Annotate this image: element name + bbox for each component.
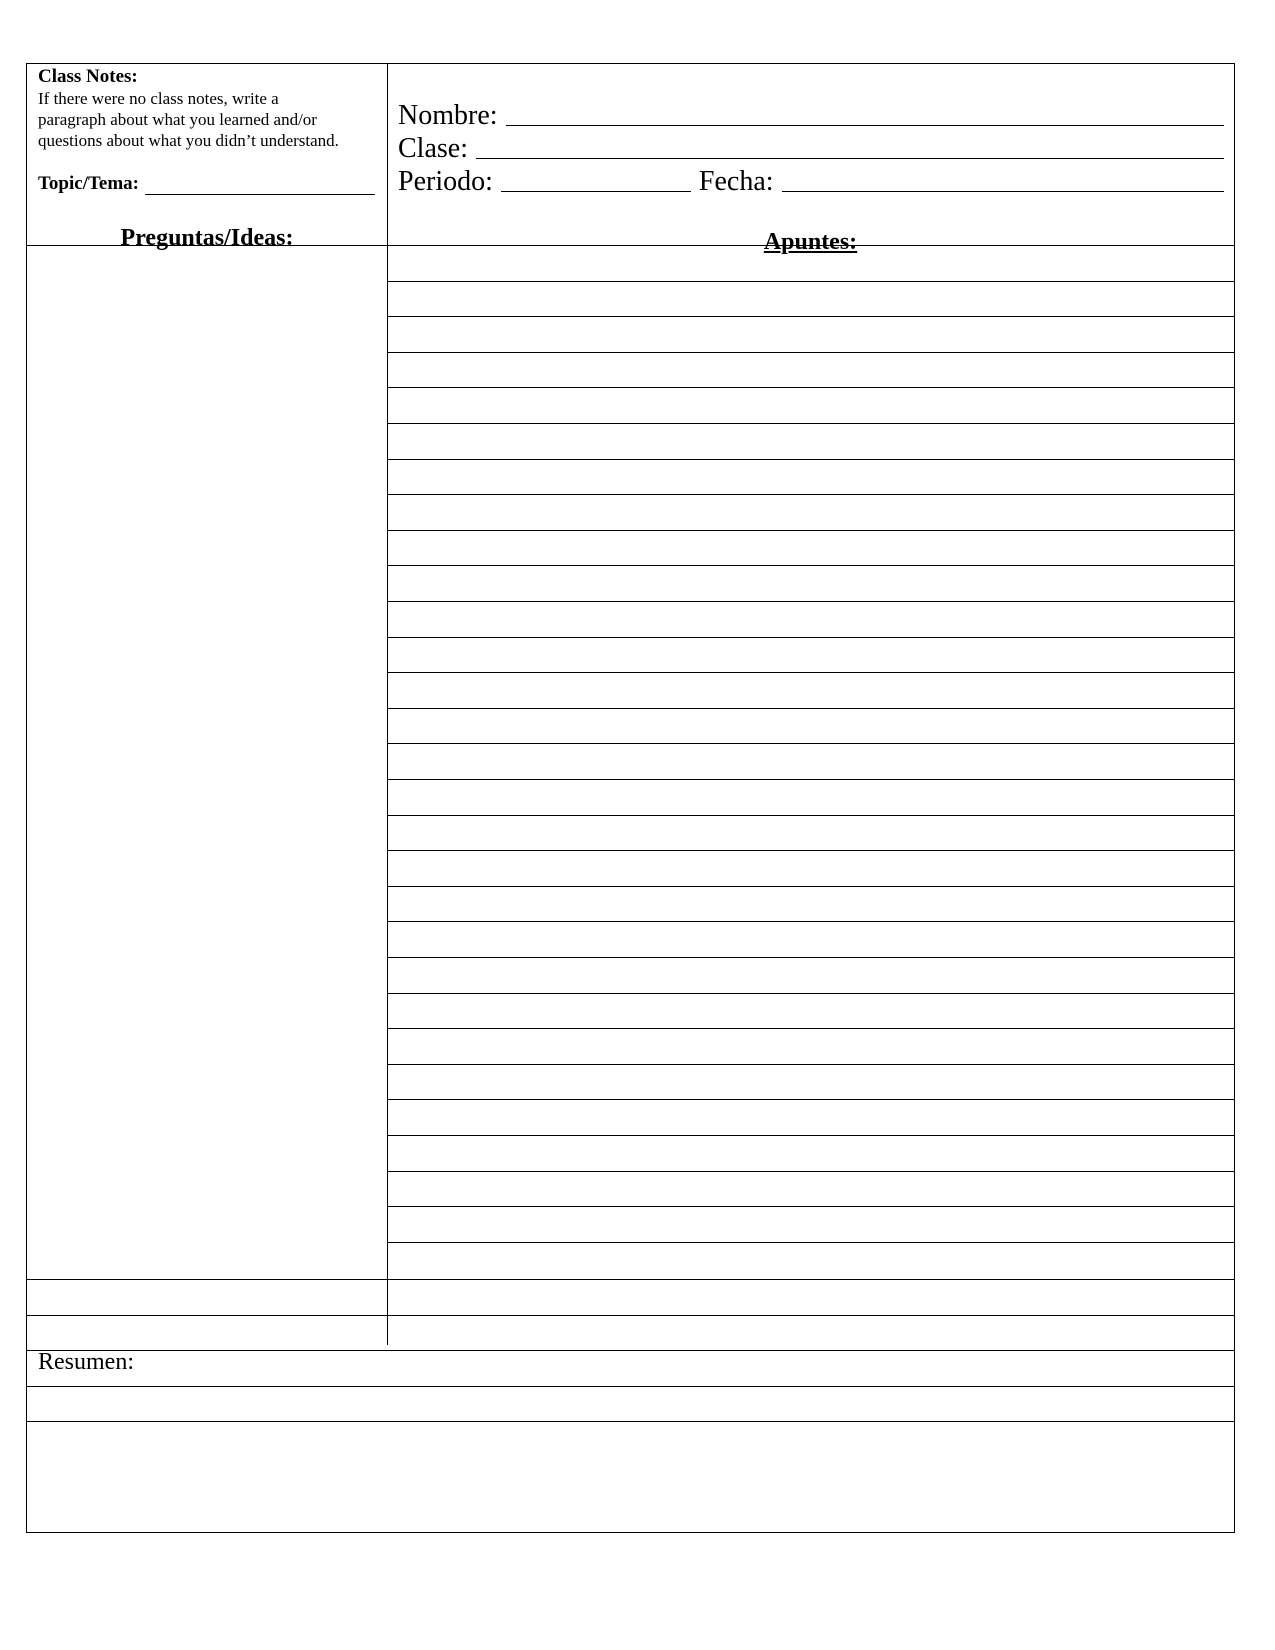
notes-writing-line[interactable] xyxy=(387,530,1234,531)
notes-writing-line[interactable] xyxy=(387,1099,1234,1100)
notes-writing-line[interactable] xyxy=(387,779,1234,780)
clase-label: Clase: xyxy=(398,133,468,164)
notes-writing-line[interactable] xyxy=(387,1135,1234,1136)
cornell-notes-sheet xyxy=(26,63,1235,1533)
nombre-blank-line[interactable] xyxy=(506,103,1224,126)
nombre-label: Nombre: xyxy=(398,100,498,131)
notes-column-header: Apuntes: xyxy=(763,229,858,255)
class-notes-line-3: questions about what you didn’t understand. xyxy=(38,131,339,150)
fecha-blank-line[interactable] xyxy=(782,169,1224,192)
notes-writing-line[interactable] xyxy=(387,921,1234,922)
notes-writing-line[interactable] xyxy=(387,1206,1234,1207)
notes-writing-line[interactable] xyxy=(387,1064,1234,1065)
notes-writing-line[interactable] xyxy=(387,850,1234,851)
class-notes-title: Class Notes: xyxy=(38,66,138,87)
clase-field xyxy=(398,130,1224,163)
notes-writing-line[interactable] xyxy=(387,743,1234,744)
notes-writing-line[interactable] xyxy=(387,1028,1234,1029)
nombre-field xyxy=(398,97,1224,130)
summary-writing-line[interactable] xyxy=(27,1421,1234,1422)
header-bottom-rule xyxy=(27,245,1234,246)
summary-writing-line[interactable] xyxy=(27,1386,1234,1387)
notes-writing-line[interactable] xyxy=(387,316,1234,317)
notes-writing-line[interactable] xyxy=(387,993,1234,994)
clase-blank-line[interactable] xyxy=(476,136,1224,159)
notes-writing-line[interactable] xyxy=(387,708,1234,709)
notes-writing-line[interactable] xyxy=(387,281,1234,282)
summary-writing-line[interactable] xyxy=(27,1350,1234,1351)
notes-writing-line[interactable] xyxy=(387,494,1234,495)
summary-label: Resumen: xyxy=(38,1349,134,1375)
column-divider xyxy=(387,64,388,1345)
questions-column-header: Preguntas/Ideas: xyxy=(120,225,294,251)
class-notes-line-1: If there were no class notes, write a xyxy=(38,89,279,108)
topic-label: Topic/Tema: xyxy=(38,173,140,194)
notes-writing-line[interactable] xyxy=(387,423,1234,424)
periodo-fecha-field xyxy=(398,163,1224,196)
summary-writing-line[interactable] xyxy=(27,1315,1234,1316)
periodo-label: Periodo: xyxy=(398,166,493,197)
notes-writing-line[interactable] xyxy=(387,957,1234,958)
class-notes-instructions xyxy=(38,66,383,151)
topic-blank-line[interactable] xyxy=(145,176,375,195)
notes-writing-line[interactable] xyxy=(387,601,1234,602)
notes-writing-line[interactable] xyxy=(387,1242,1234,1243)
periodo-blank-line[interactable] xyxy=(501,169,691,192)
notes-bottom-rule xyxy=(27,1279,1234,1280)
fecha-label: Fecha: xyxy=(698,166,774,197)
student-info-fields xyxy=(398,97,1224,196)
notes-writing-line[interactable] xyxy=(387,459,1234,460)
class-notes-line-2: paragraph about what you learned and/or xyxy=(38,110,317,129)
notes-writing-line[interactable] xyxy=(387,815,1234,816)
notes-writing-line[interactable] xyxy=(387,886,1234,887)
notes-writing-line[interactable] xyxy=(387,1171,1234,1172)
notes-writing-line[interactable] xyxy=(387,672,1234,673)
notes-writing-line[interactable] xyxy=(387,352,1234,353)
notes-writing-line[interactable] xyxy=(387,637,1234,638)
notes-writing-line[interactable] xyxy=(387,565,1234,566)
topic-field xyxy=(38,173,375,195)
notes-writing-line[interactable] xyxy=(387,387,1234,388)
